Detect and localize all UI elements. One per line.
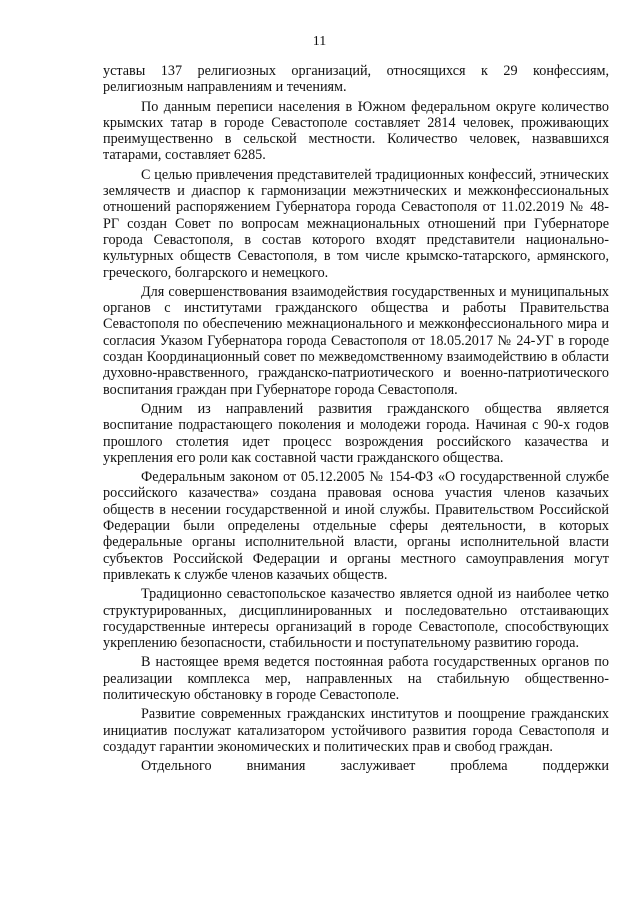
paragraph-coordination-council: Для совершенствования взаимодействия государственных и муниципальных органов с институтами гражданского общества и работы Правительства Севастополя по обеспечению межнационального и межконфессионального мира и согласия Указом Губернатора города Севастополя от 18.05.2017 № 24-УГ в городе создан Координационный совет по межведомственному взаимодействию в области духовно-нравственного, гражданско-патриотического и военно-патриотического воспитания граждан при Губернаторе города Севастополя. — [103, 283, 609, 398]
paragraph-cossack-law: Федеральным законом от 05.12.2005 № 154-ФЗ «О государственной службе российского казачества» создана правовая основа участия членов казачьих обществ в несении государственной и иной службы. Правительством Российской Федерации были определены отдельные сферы деятельности, в которых федеральные органы исполнительной власти, органы исполнительной власти субъектов Российской Федерации и органы местного самоуправления могут привлекать к службе членов казачьих обществ. — [103, 469, 609, 583]
paragraph-civil-institutions: Развитие современных гражданских институтов и поощрение гражданских инициатив послужат катализатором устойчивого развития города Севастополя и создадут гарантии экономических и политических прав и свобод граждан. — [103, 706, 609, 755]
paragraph-civil-society-youth: Одним из направлений развития гражданского общества является воспитание подрастающего поколения и молодежи города. Начиная с 90-х годов прошлого столетия идет процесс возрождения российского казачества и укрепления его роли как составной части гражданского общества. — [103, 400, 609, 466]
paragraph-special-attention: Отдельного внимания заслуживает проблема поддержки — [141, 758, 609, 775]
paragraph-sevastopol-cossacks: Традиционно севастопольское казачество является одной из наиболее четко структурированных, дисциплинированных и последовательно отстаивающих государственные интересы организаций в городе Севастополе, способствующих укреплению безопасности, стабильности и поступательному развитию города. — [103, 586, 609, 652]
paragraph-ongoing-work: В настоящее время ведется постоянная работа государственных органов по реализации комплекса мер, направленных на стабильную общественно-политическую обстановку в городе Севастополе. — [103, 654, 609, 703]
paragraph-crimean-tatars: По данным переписи населения в Южном федеральном округе количество крымских татар в городе Севастополе составляет 2814 человек, проживающих преимущественно в сельской местности. Количество человек, назвавшихся татарами, составляет 6285. — [103, 98, 609, 164]
page-number: 11 — [312, 34, 327, 49]
paragraph-interethnic-council: С целью привлечения представителей традиционных конфессий, этнических землячеств и диаспор к гармонизации межэтнических и межконфессиональных отношений распоряжением Губернатора города Севастополя от 11.02.2019 № 48-РГ создан Совет по вопросам межнациональных отношений при Губернаторе города Севастополя, в состав которого входят представители национально-культурных обществ Севастополя, в том числе крымско-татарского, армянского, греческого, болгарского и немецкого. — [103, 166, 609, 281]
document-body — [103, 63, 609, 774]
paragraph-religious-organizations: уставы 137 религиозных организаций, относящихся к 29 конфессиям, религиозным направлениям и течениям. — [103, 63, 609, 96]
